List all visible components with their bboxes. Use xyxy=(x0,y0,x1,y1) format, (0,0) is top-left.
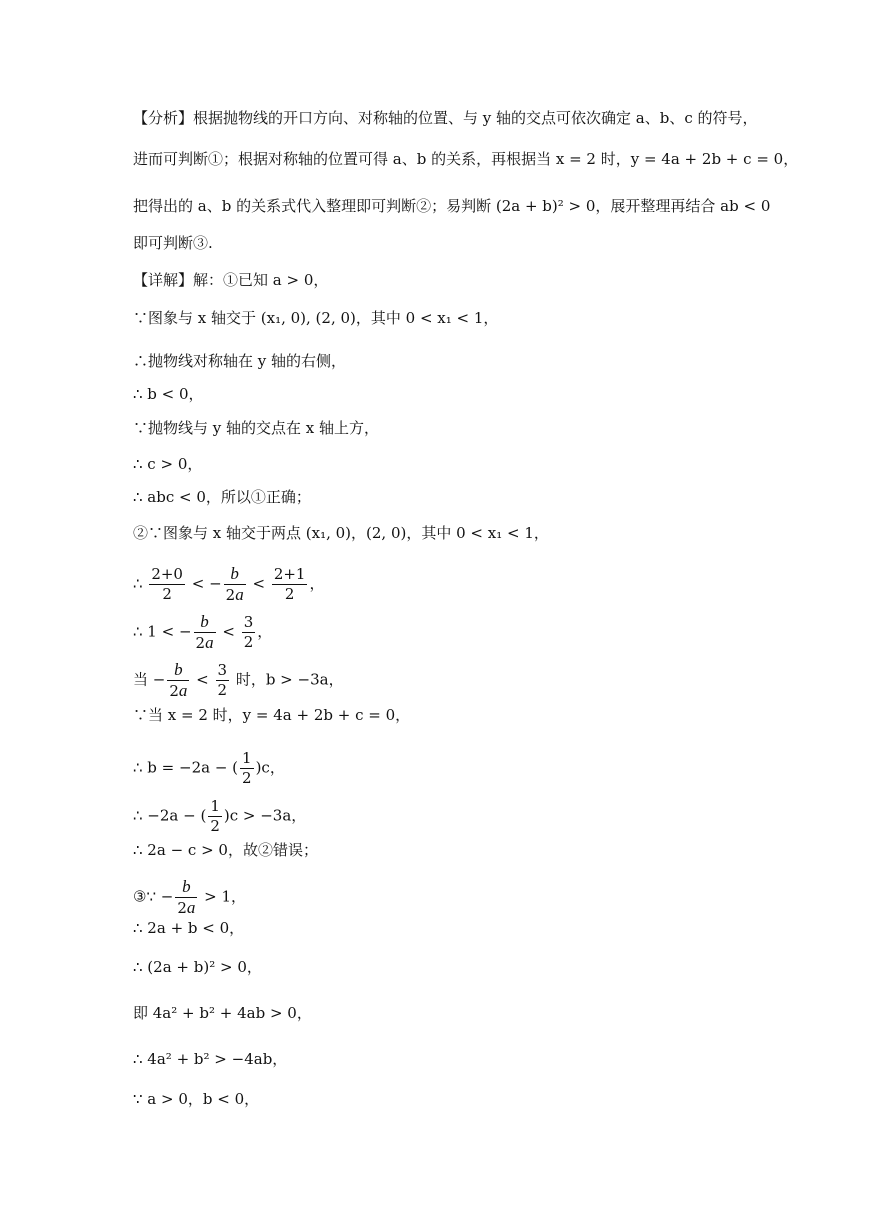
solution-line-12: ∵当 x = 2 时，y = 4a + 2b + c = 0， xyxy=(133,706,411,724)
solution-line-9: ∴ $\frac{2+0}{2}$ < − $\frac{b}{2a}$ < $\frac{2+1}{2}$ ， xyxy=(133,564,325,604)
solution-line-11: 当 − $\frac{b}{2a}$ < $\frac{3}{2}$ 时，b > −3a， xyxy=(133,660,344,700)
solution-line-4: ∴ b < 0， xyxy=(133,385,204,403)
solution-line-5: ∵抛物线与 y 轴的交点在 x 轴上方， xyxy=(133,419,380,437)
solution-line-15: ∴ 2a − c > 0，故②错误； xyxy=(133,841,318,859)
solution-line-3: ∴抛物线对称轴在 y 轴的右侧， xyxy=(133,352,347,370)
analysis-line-1: 【分析】根据抛物线的开口方向、对称轴的位置、与 y 轴的交点可依次确定 a、b、c 的符号， xyxy=(133,109,758,127)
solution-line-17: ∴ 2a + b < 0， xyxy=(133,919,245,937)
solution-line-8: ②∵图象与 x 轴交于两点 (x₁, 0)，(2, 0)，其中 0 < x₁ < 1， xyxy=(133,524,549,542)
solution-line-7: ∴ abc < 0，所以①正确； xyxy=(133,488,311,506)
solution-line-6: ∴ c > 0， xyxy=(133,455,203,473)
solution-line-10: ∴ 1 < − $\frac{b}{2a}$ < $\frac{3}{2}$ ， xyxy=(133,612,273,652)
solution-line-20: ∴ 4a² + b² > −4ab， xyxy=(133,1050,288,1068)
solution-line-16: ③∵ − $\frac{b}{2a}$ > 1， xyxy=(133,877,247,917)
analysis-line-4: 即可判断③. xyxy=(133,234,213,252)
solution-line-19: 即 4a² + b² + 4ab > 0， xyxy=(133,1004,312,1022)
analysis-line-2: 进而可判断①；根据对称轴的位置可得 a、b 的关系，再根据当 x = 2 时，y = 4a + 2b + c = 0， xyxy=(133,150,799,168)
solution-line-14: ∴ −2a − ( $\frac{1}{2}$ )c > −3a， xyxy=(133,797,307,835)
solution-line-2: ∵图象与 x 轴交于 (x₁, 0), (2, 0)，其中 0 < x₁ < 1， xyxy=(133,309,499,327)
solution-line-21: ∵ a > 0，b < 0， xyxy=(133,1090,260,1108)
solution-line-18: ∴ (2a + b)² > 0， xyxy=(133,958,262,976)
solution-line-1: 【详解】解：①已知 a > 0， xyxy=(133,271,329,289)
analysis-line-3: 把得出的 a、b 的关系式代入整理即可判断②；易判断 (2a + b)² > 0，展开整理再结合 ab < 0 xyxy=(133,197,771,215)
solution-line-13: ∴ b = −2a − ( $\frac{1}{2}$ )c， xyxy=(133,749,285,787)
